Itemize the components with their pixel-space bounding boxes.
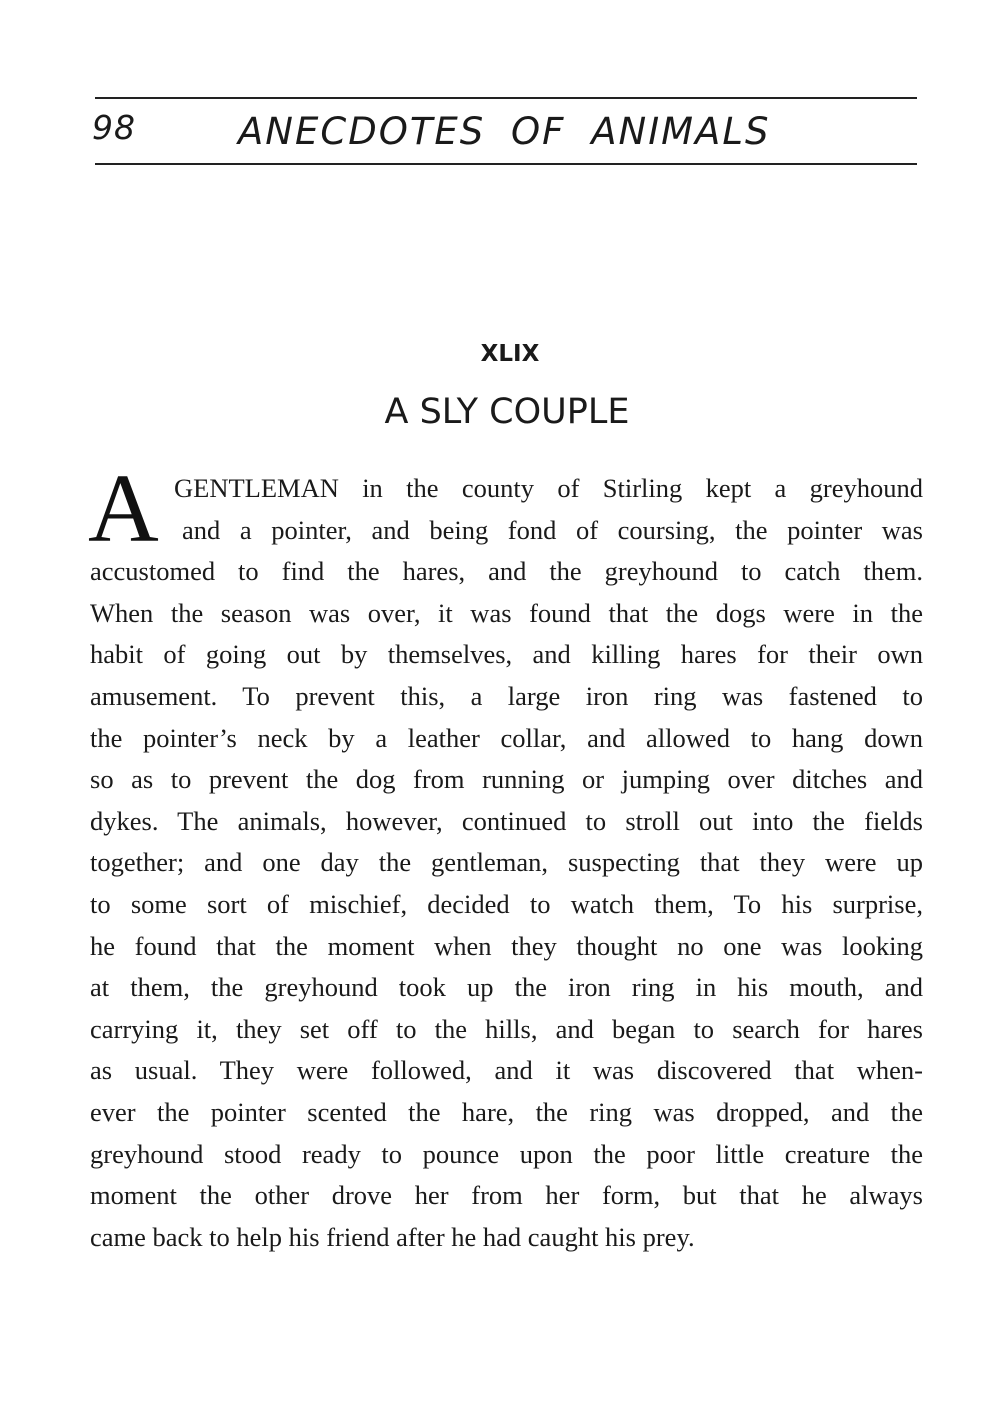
chapter-number: XLIX <box>480 341 540 367</box>
chapter-title: A SLY COUPLE <box>384 392 630 432</box>
text-line: When the season was over, it was found that the dogs were in the <box>90 597 923 628</box>
text-line: to some sort of mischief, decided to watch them, To his surprise, <box>90 888 923 919</box>
text-line: so as to prevent the dog from running or jumping over ditches and <box>90 764 923 795</box>
text-line: accustomed to find the hares, and the greyhound to catch them. <box>90 556 923 587</box>
text-line: came back to help his friend after he had caught his prey. <box>90 1221 695 1252</box>
text-line: together; and one day the gentleman, suspecting that they were up <box>90 847 923 878</box>
text-line: ever the pointer scented the hare, the ring was dropped, and the <box>90 1096 923 1127</box>
text-line: habit of going out by themselves, and killing hares for their own <box>90 639 923 670</box>
text-line: he found that the moment when they thought no one was looking <box>90 930 923 961</box>
text-line: carrying it, they set off to the hills, and began to search for hares <box>90 1013 923 1044</box>
header-rule-top <box>95 97 917 99</box>
text-line: the pointer’s neck by a leather collar, and allowed to hang down <box>90 722 923 753</box>
text-line: at them, the greyhound took up the iron ring in his mouth, and <box>90 972 923 1003</box>
text-line: dykes. The animals, however, continued to stroll out into the fields <box>90 805 923 836</box>
running-title: ANECDOTES OF ANIMALS <box>238 110 771 153</box>
text-line: GENTLEMAN in the county of Stirling kept a greyhound <box>174 473 923 503</box>
story-paragraph <box>88 455 923 1258</box>
header-rule-bottom <box>95 163 917 165</box>
text-line: as usual. They were followed, and it was discovered that when- <box>90 1055 923 1086</box>
text-line: amusement. To prevent this, a large iron ring was fastened to <box>90 680 923 711</box>
page-number: 98 <box>92 108 136 147</box>
text-line: greyhound stood ready to pounce upon the poor little creature the <box>90 1138 923 1169</box>
text-line: and a pointer, and being fond of coursing, the pointer was <box>182 514 923 545</box>
text-line: moment the other drove her from her form, but that he always <box>90 1180 923 1211</box>
drop-cap: A <box>88 455 159 563</box>
